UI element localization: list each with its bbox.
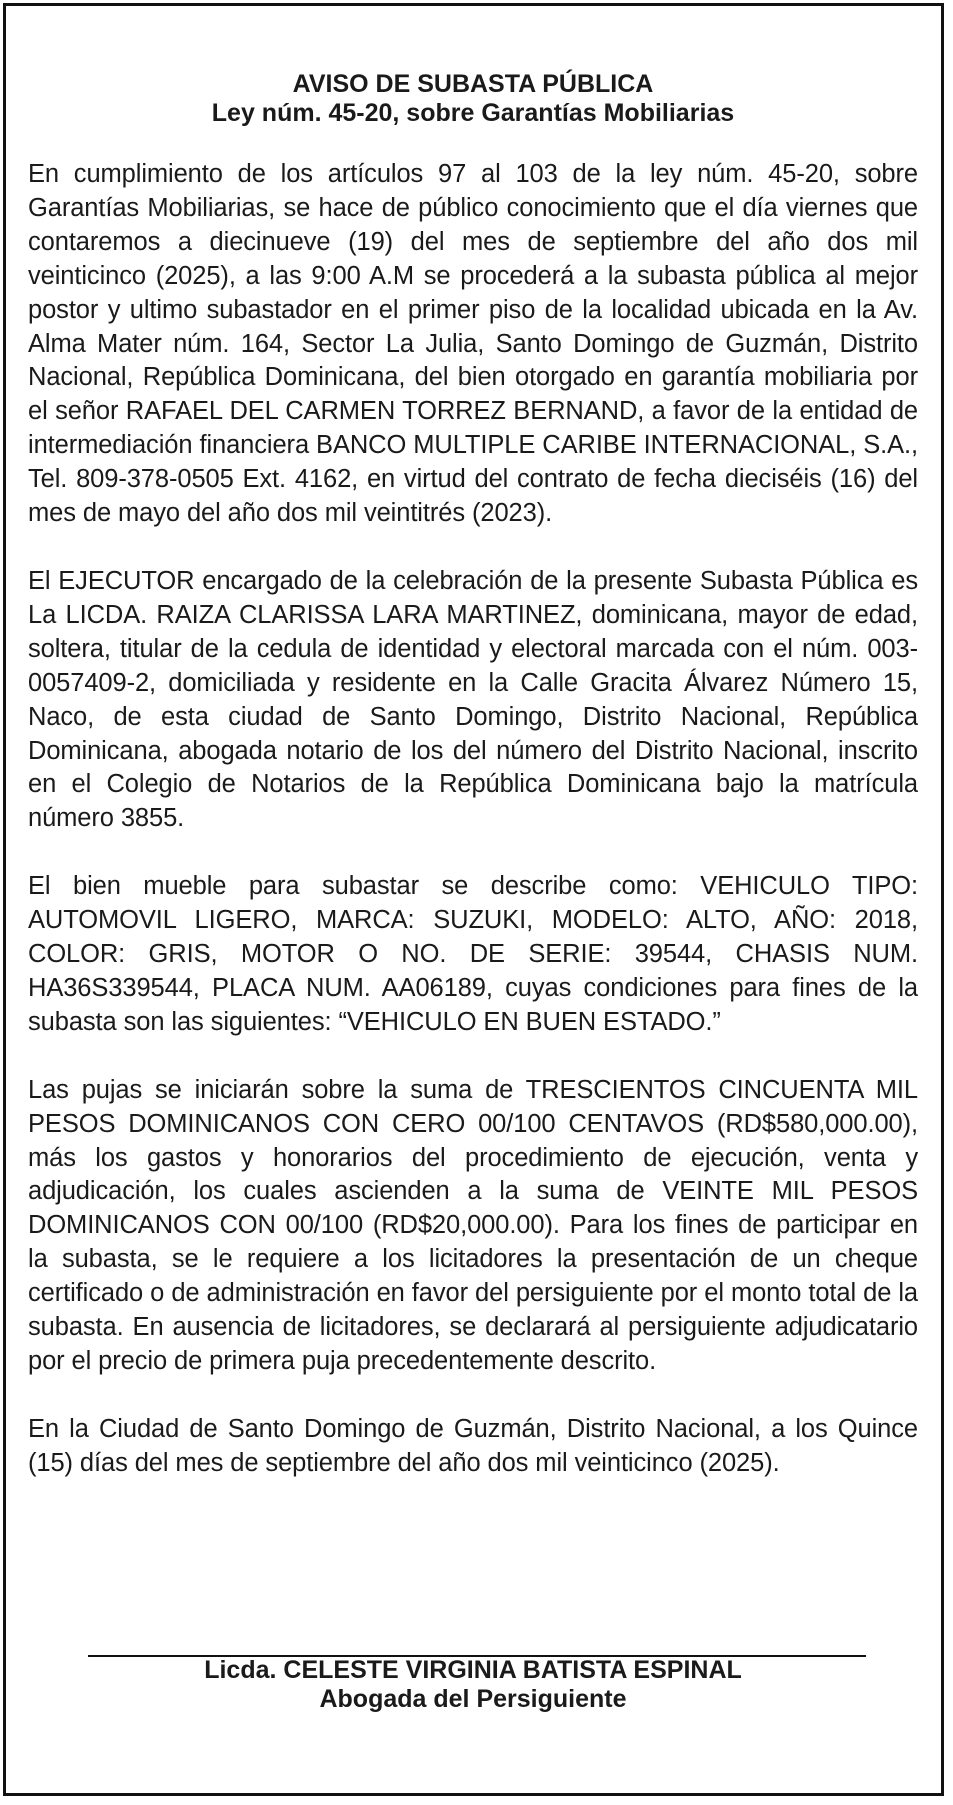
paragraph-vehicle: El bien mueble para subastar se describe como: VEHICULO TIPO: AUTOMOVIL LIGERO, MARCA: SUZUKI, MODELO: ALTO, AÑO: 2018, COLOR: GRIS, MOTOR O NO. DE SERIE: 39544, CHASIS NUM. HA36S339544, PLACA NUM. AA06189, cuyas condiciones para fines de la subasta son las siguientes: “VEHICULO EN BUEN ESTADO.”	[28, 872, 918, 1036]
signature-name: Licda. CELESTE VIRGINIA BATISTA ESPINAL	[204, 1656, 742, 1684]
notice-body	[28, 70, 918, 1515]
paragraph-executor: El EJECUTOR encargado de la celebración de la presente Subasta Pública es La LICDA. RAIZA CLARISSA LARA MARTINEZ, dominicana, mayor de edad, soltera, titular de la cedula de identidad y electoral marcada con el núm. 003-0057409-2, domiciliada y residente en la Calle Gracita Álvarez Número 15, Naco, de esta ciudad de Santo Domingo, Distrito Nacional, República Dominicana, abogada notario de los del número del Distrito Nacional, inscrito en el Colegio de Notarios de la República Dominicana bajo la matrícula número 3855.	[28, 566, 918, 833]
paragraph-intro: En cumplimiento de los artículos 97 al 103 de la ley núm. 45-20, sobre Garantías Mobiliarias, se hace de público conocimiento que el día viernes que contaremos a diecinueve (19) del mes de septiembre del año dos mil veinticinco (2025), a las 9:00 A.M se procederá a la subasta pública al mejor postor y ultimo subastador en el primer piso de la localidad ubicada en la Av. Alma Mater núm. 164, Sector La Julia, Santo Domingo de Guzmán, Distrito Nacional, República Dominicana, del bien otorgado en garantía mobiliaria por el señor RAFAEL DEL CARMEN TORREZ BERNAND, a favor de la entidad de intermediación financiera BANCO MULTIPLE CARIBE INTERNACIONAL, S.A., Tel. 809-378-0505 Ext. 4162, en virtud del contrato de fecha dieciséis (16) del mes de mayo del año dos mil veintitrés (2023).	[28, 160, 918, 528]
paragraph-bids: Las pujas se iniciarán sobre la suma de TRESCIENTOS CINCUENTA MIL PESOS DOMINICANOS CON CERO 00/100 CENTAVOS (RD$580,000.00), más los gastos y honorarios del procedimiento de ejecución, venta y adjudicación, los cuales ascienden a la suma de VEINTE MIL PESOS DOMINICANOS CON 00/100 (RD$20,000.00). Para los fines de participar en la subasta, se le requiere a los licitadores la presentación de un cheque certificado o de administración en favor del persiguiente por el monto total de la subasta. En ausencia de licitadores, se declarará al persiguiente adjudicatario por el precio de primera puja precedentemente descrito.	[28, 1075, 918, 1375]
paragraph-place-date: En la Ciudad de Santo Domingo de Guzmán, Distrito Nacional, a los Quince (15) días del mes de septiembre del año dos mil veinticinco (2025).	[28, 1414, 918, 1477]
notice-subtitle: Ley núm. 45-20, sobre Garantías Mobiliarias	[211, 99, 735, 127]
signature-role: Abogada del Persiguiente	[319, 1685, 627, 1713]
notice-title: AVISO DE SUBASTA PÚBLICA	[292, 70, 654, 98]
